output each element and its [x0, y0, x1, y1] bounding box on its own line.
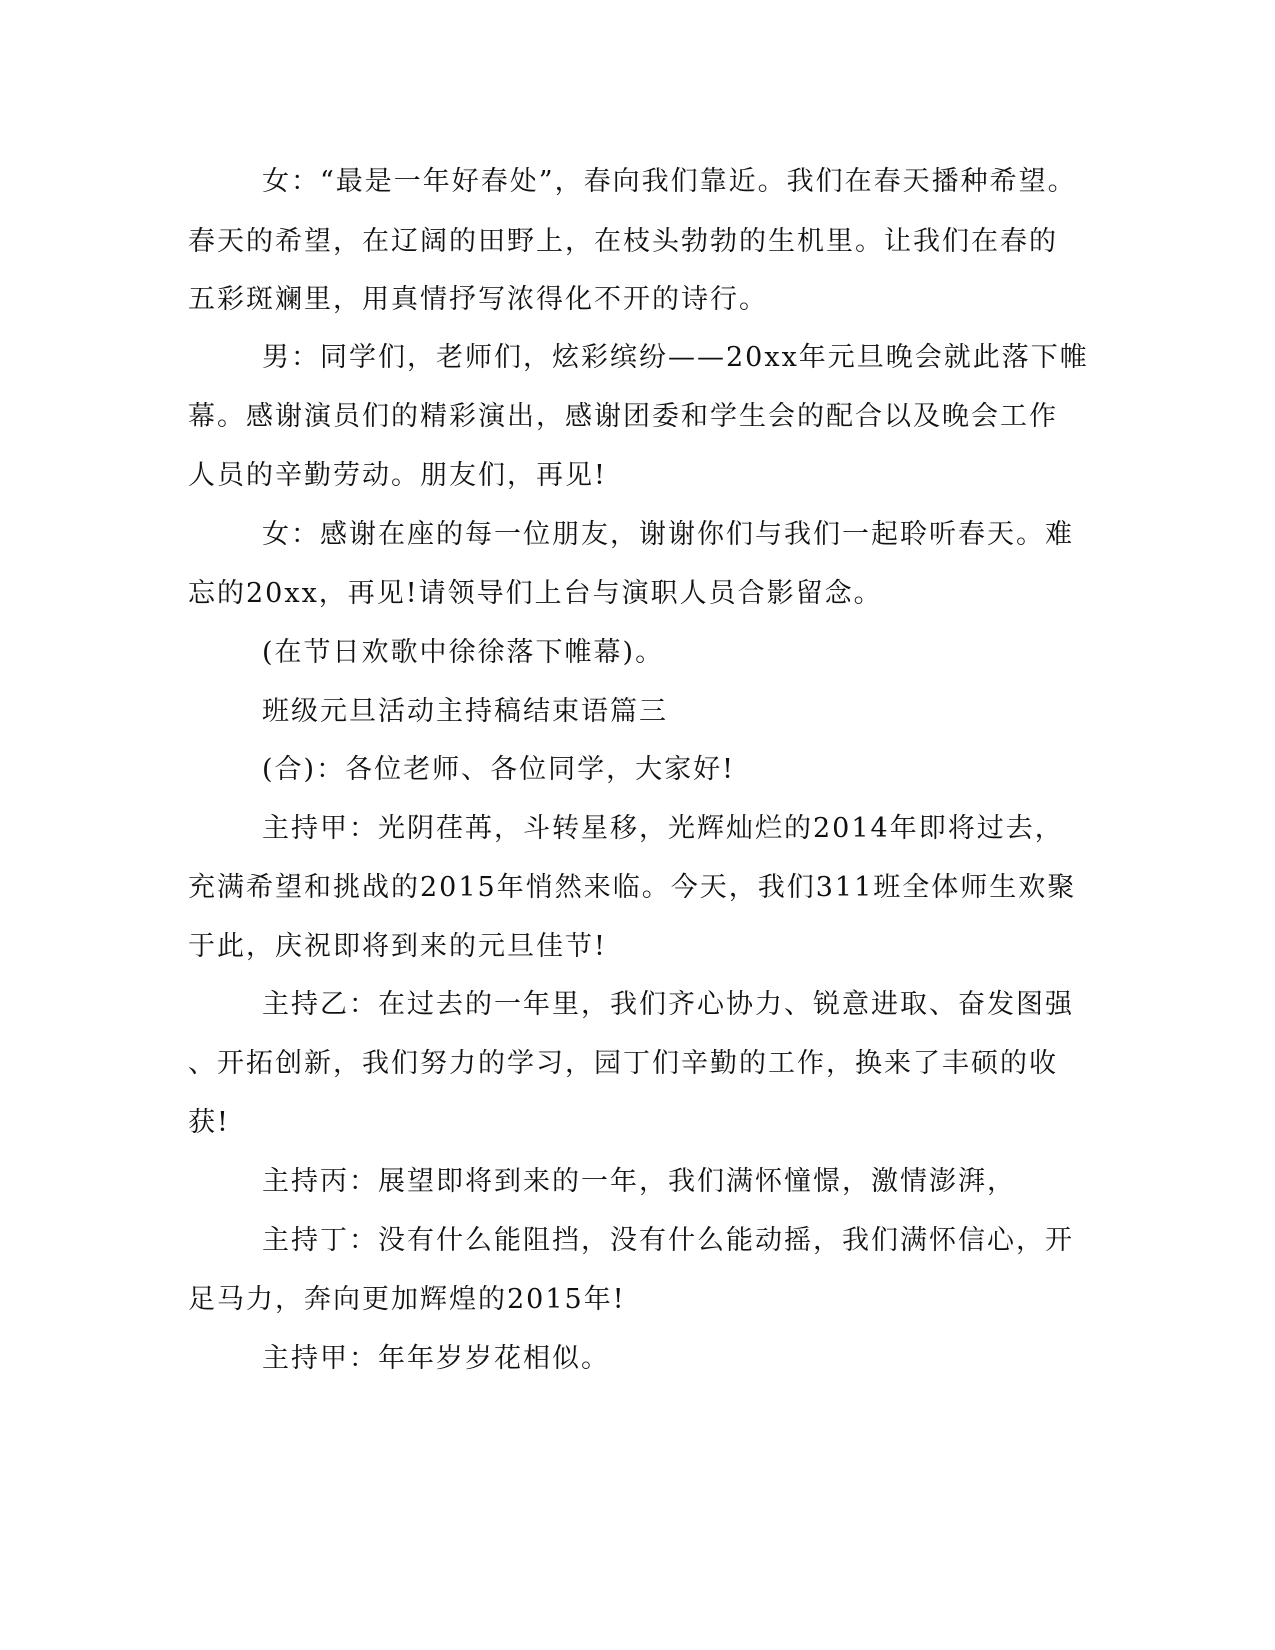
text-line: 女：感谢在座的每一位朋友，谢谢你们与我们一起聆听春天。难: [262, 519, 1074, 550]
text-line: 男：同学们，老师们，炫彩缤纷——20xx年元旦晚会就此落下帷: [262, 342, 1089, 373]
text-line: 主持甲：光阴荏苒，斗转星移，光辉灿烂的2014年即将过去，: [262, 813, 1064, 844]
text-line: 忘的20xx，再见!请领导们上台与演职人员合影留念。: [188, 578, 883, 609]
text-line: 主持甲：年年岁岁花相似。: [262, 1343, 610, 1374]
text-line: 主持丙：展望即将到来的一年，我们满怀憧憬，激情澎湃，: [262, 1166, 1016, 1197]
text-line: 于此，庆祝即将到来的元旦佳节!: [188, 931, 607, 962]
text-line: 春天的希望，在辽阔的田野上，在枝头勃勃的生机里。让我们在春的: [188, 226, 1058, 257]
text-line: 女：“最是一年好春处”，春向我们靠近。我们在春天播种希望。: [262, 166, 1077, 197]
text-line: 充满希望和挑战的2015年悄然来临。今天，我们311班全体师生欢聚: [188, 872, 1077, 903]
text-line: 主持乙：在过去的一年里，我们齐心协力、锐意进取、奋发图强: [262, 989, 1074, 1020]
text-line: 、开拓创新，我们努力的学习，园丁们辛勤的工作，换来了丰硕的收: [188, 1048, 1058, 1079]
text-line: 获!: [188, 1107, 230, 1138]
text-line: 幕。感谢演员们的精彩演出，感谢团委和学生会的配合以及晚会工作: [188, 401, 1058, 432]
text-line: 主持丁：没有什么能阻挡，没有什么能动摇，我们满怀信心，开: [262, 1225, 1074, 1256]
text-line: (在节日欢歌中徐徐落下帷幕)。: [262, 637, 665, 668]
section-heading: 班级元旦活动主持稿结束语篇三: [262, 696, 668, 727]
text-line: 足马力，奔向更加辉煌的2015年!: [188, 1284, 626, 1315]
text-line: 五彩斑斓里，用真情抒写浓得化不开的诗行。: [188, 284, 768, 315]
text-line: (合)：各位老师、各位同学，大家好!: [262, 754, 735, 785]
text-line: 人员的辛勤劳动。朋友们，再见!: [188, 460, 607, 491]
